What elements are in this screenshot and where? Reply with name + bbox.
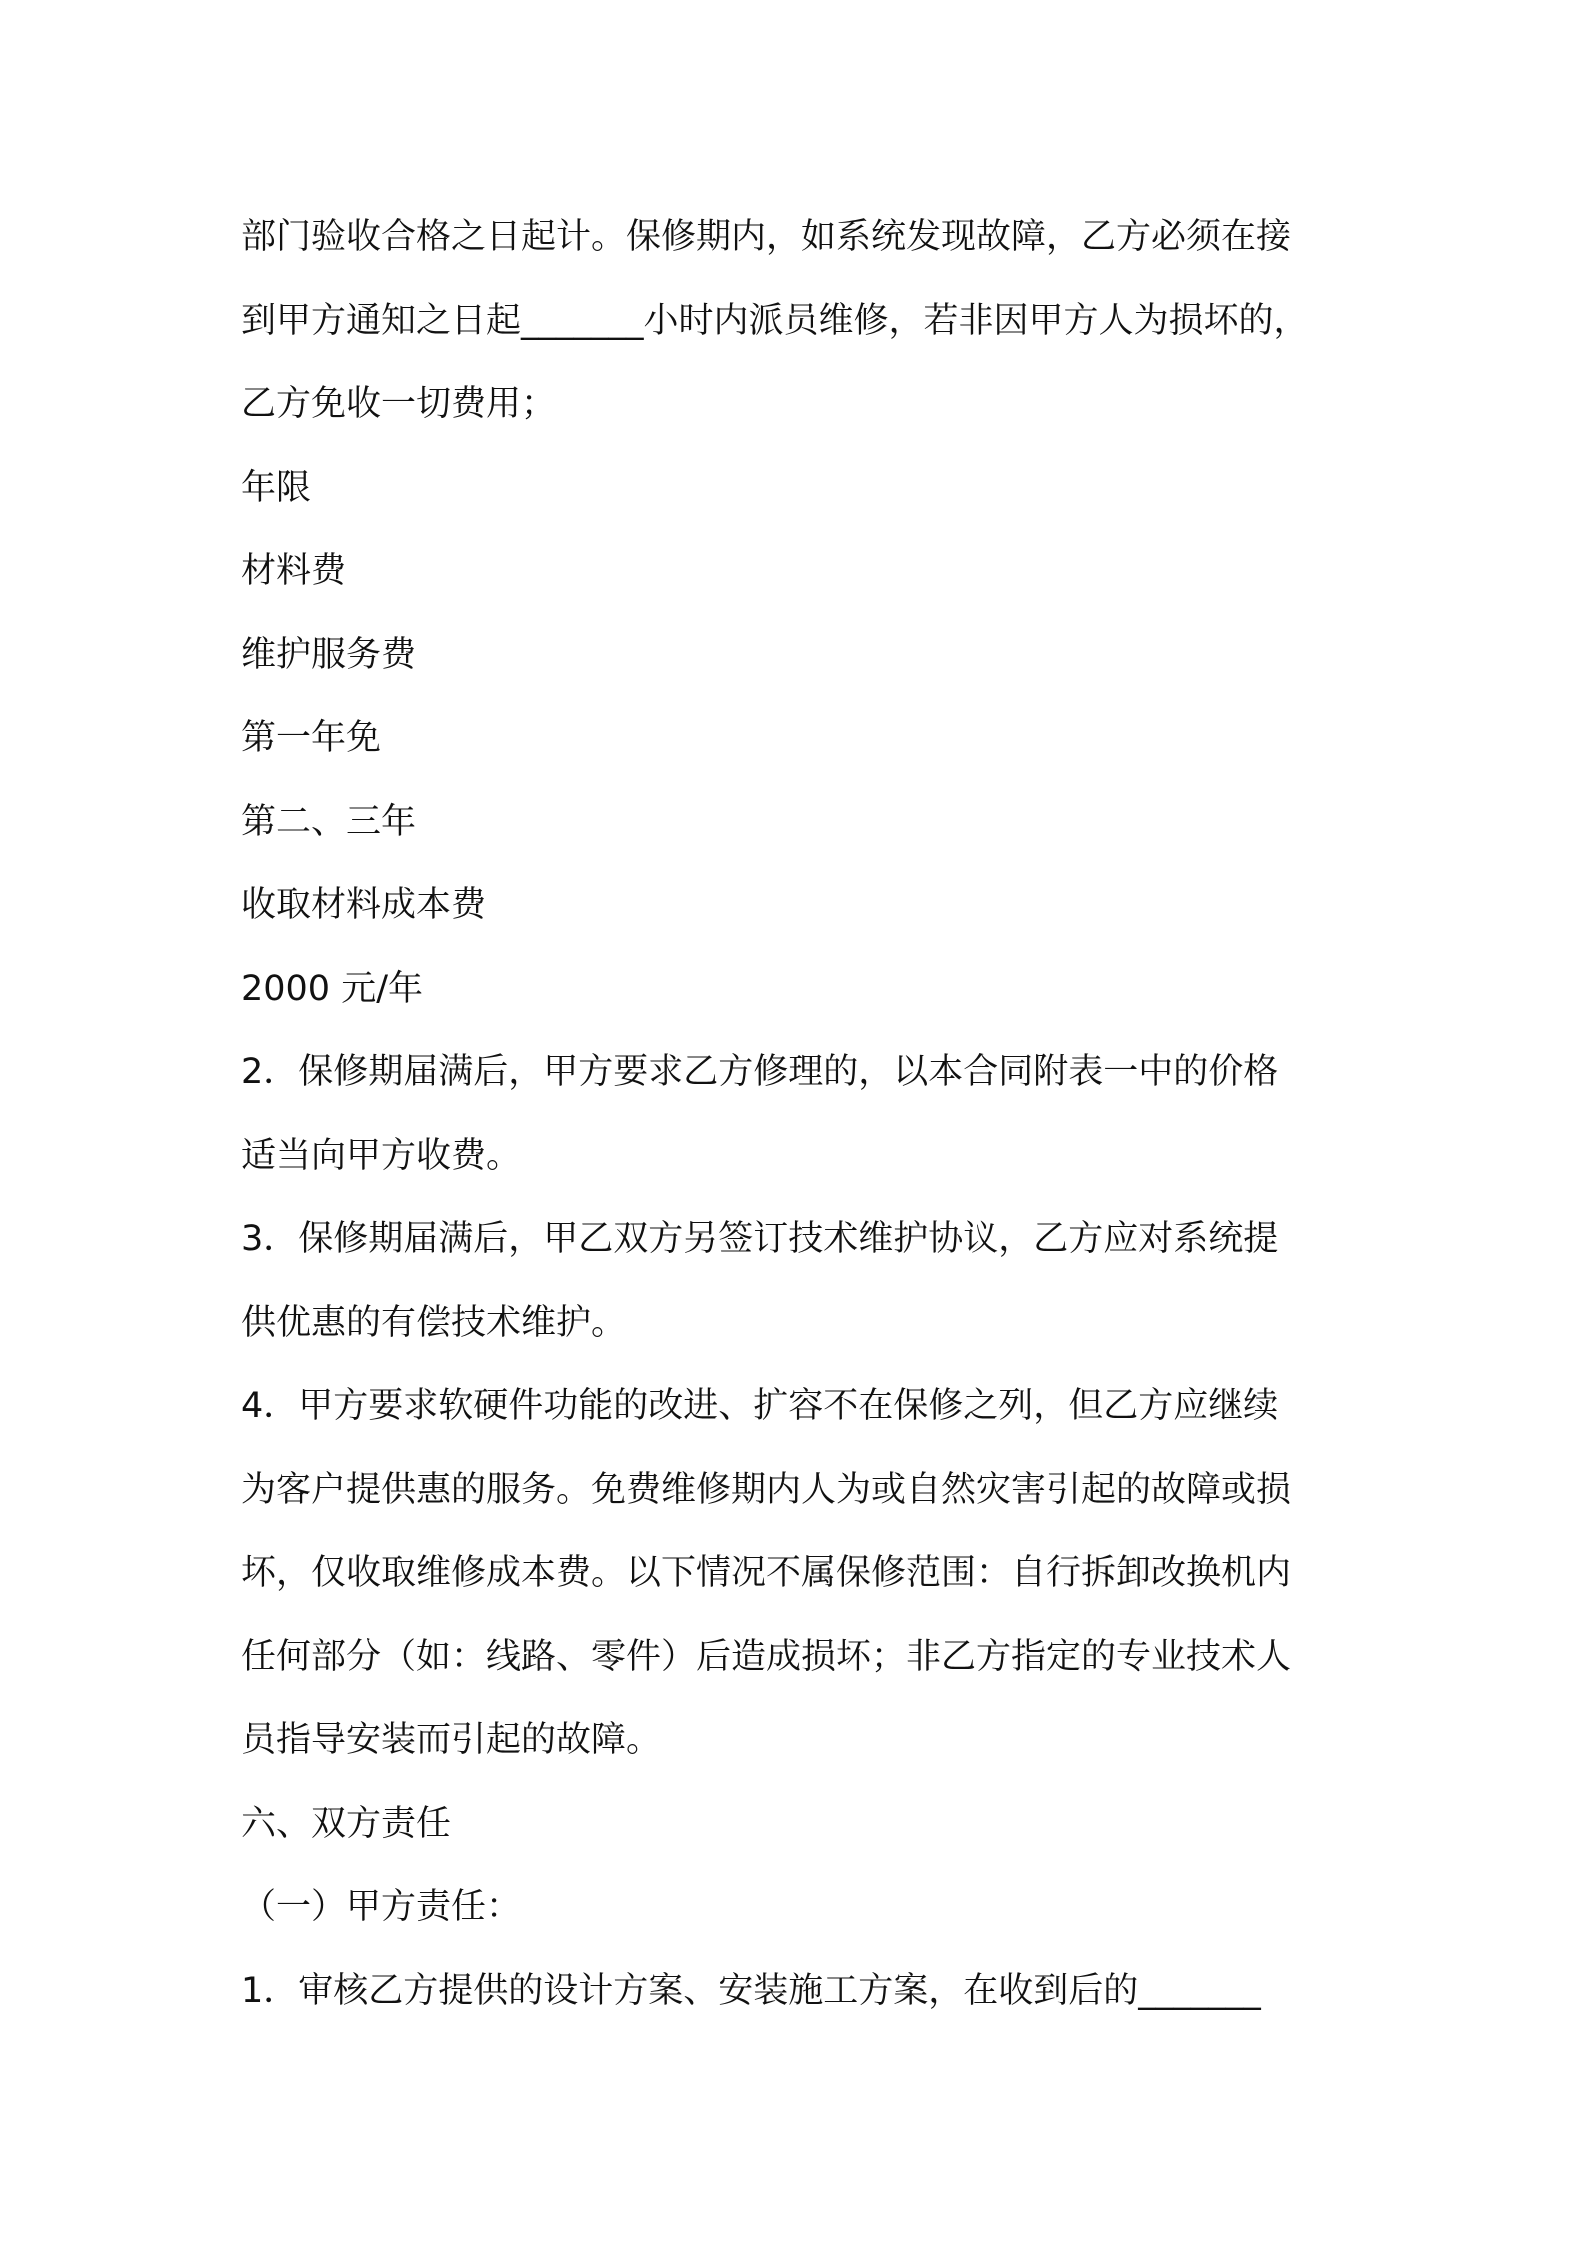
subsection-heading: （一）甲方责任： xyxy=(241,1887,522,1927)
paragraph-line: 适当向甲方收费。 xyxy=(241,1135,522,1176)
table-cell-text: 2000 元/年 xyxy=(241,968,423,1009)
paragraph-line: 4．甲方要求软硬件功能的改进、扩容不在保修之列，但乙方应继续 xyxy=(241,1386,1279,1426)
table-cell-text: 第二、三年 xyxy=(241,801,417,842)
section-heading: 六、双方责任 xyxy=(241,1803,452,1844)
paragraph-line: 1．审核乙方提供的设计方案、安装施工方案，在收到后的_______ xyxy=(241,1970,1261,2011)
paragraph-line: 坏，仅收取维修成本费。以下情况不属保修范围：自行拆卸改换机内 xyxy=(241,1553,1292,1593)
document-body xyxy=(241,196,1371,2033)
paragraph-line: 2．保修期届满后，甲方要求乙方修理的，以本合同附表一中的价格 xyxy=(241,1052,1279,1092)
table-cell-text: 第一年免 xyxy=(241,718,382,758)
paragraph-line: 为客户提供惠的服务。免费维修期内人为或自然灾害引起的故障或损 xyxy=(241,1469,1292,1510)
paragraph-line: 供优惠的有偿技术维护。 xyxy=(241,1302,627,1343)
table-cell-text: 年限 xyxy=(241,467,312,508)
paragraph-line: 任何部分（如：线路、零件）后造成损坏；非乙方指定的专业技术人 xyxy=(241,1636,1292,1677)
paragraph-line: 部门验收合格之日起计。保修期内，如系统发现故障，乙方必须在接 xyxy=(241,217,1292,257)
paragraph-line: 员指导安装而引起的故障。 xyxy=(241,1720,662,1760)
paragraph-line: 到甲方通知之日起_______小时内派员维修，若非因甲方人为损坏的， xyxy=(241,300,1309,341)
table-cell-text: 材料费 xyxy=(241,551,347,591)
table-cell-text: 维护服务费 xyxy=(241,634,417,675)
paragraph-line: 乙方免收一切费用； xyxy=(241,384,557,424)
table-cell-text: 收取材料成本费 xyxy=(241,885,487,925)
paragraph-line: 3．保修期届满后，甲乙双方另签订技术维护协议，乙方应对系统提 xyxy=(241,1219,1279,1259)
